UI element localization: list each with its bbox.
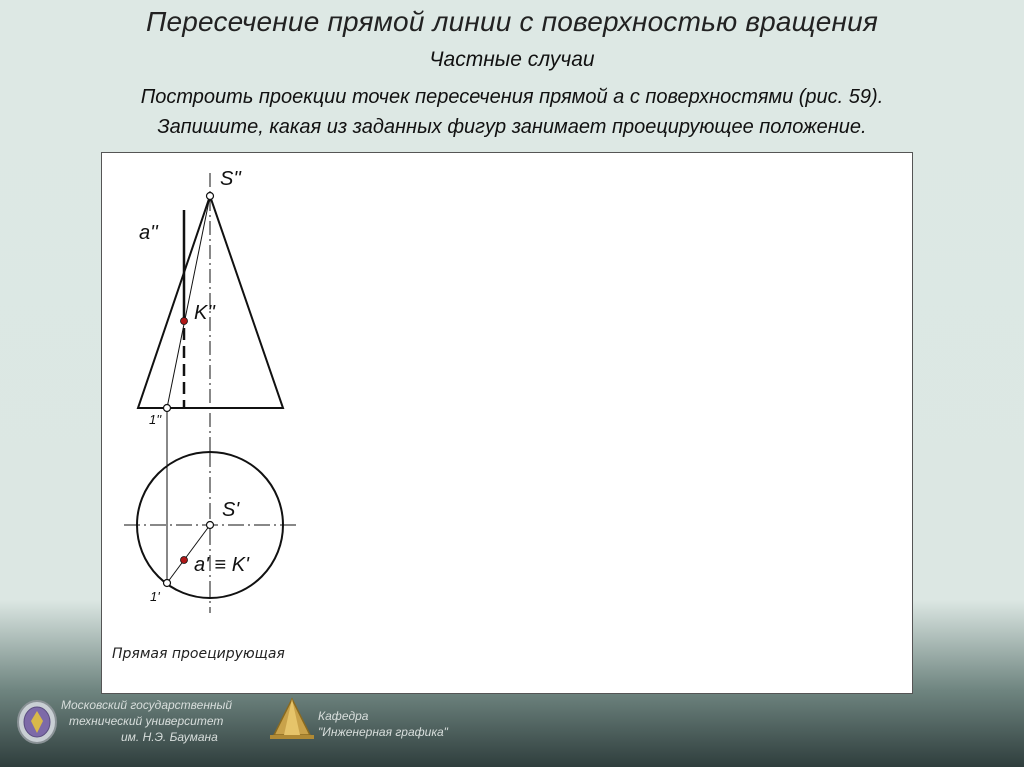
department-name [318,708,448,740]
task-text [0,82,1024,142]
label-s-front: S'' [220,168,241,190]
point-a-k-top [181,557,188,564]
university-line-3: им. Н.Э. Баумана [121,730,218,744]
drawing-frame [101,152,913,694]
university-line-2: технический университет [69,714,224,728]
label-a-k-top: a' ≡ K' [194,554,249,576]
university-emblem-icon [16,699,58,745]
label-k-front: K'' [194,302,215,324]
point-1-top [164,580,171,587]
task-line-2: Запишите, какая из заданных фигур занимает проецирующее положение. [157,116,867,138]
department-logo-icon [268,695,316,743]
university-line-1: Московский государственный [61,698,233,712]
label-1-top: 1' [150,589,160,604]
task-line-1: Построить проекции точек пересечения прямой а с поверхностями (рис. 59). [140,86,884,108]
point-k-front [181,318,188,325]
label-s-top: S' [222,499,240,521]
drawing-caption: Прямая проецирующая [112,646,285,662]
point-s-top [207,522,214,529]
department-line-1: Кафедра [318,709,369,723]
label-1-front: 1'' [149,412,162,427]
label-a-front: a'' [139,222,158,244]
point-s-front [207,193,214,200]
projection-drawing [102,153,914,695]
department-line-2: "Инженерная графика" [318,725,448,739]
point-1-front [164,405,171,412]
slide-title: Пересечение прямой линии с поверхностью вращения [145,6,879,37]
slide-subtitle: Частные случаи [429,48,595,71]
university-name [61,697,246,745]
